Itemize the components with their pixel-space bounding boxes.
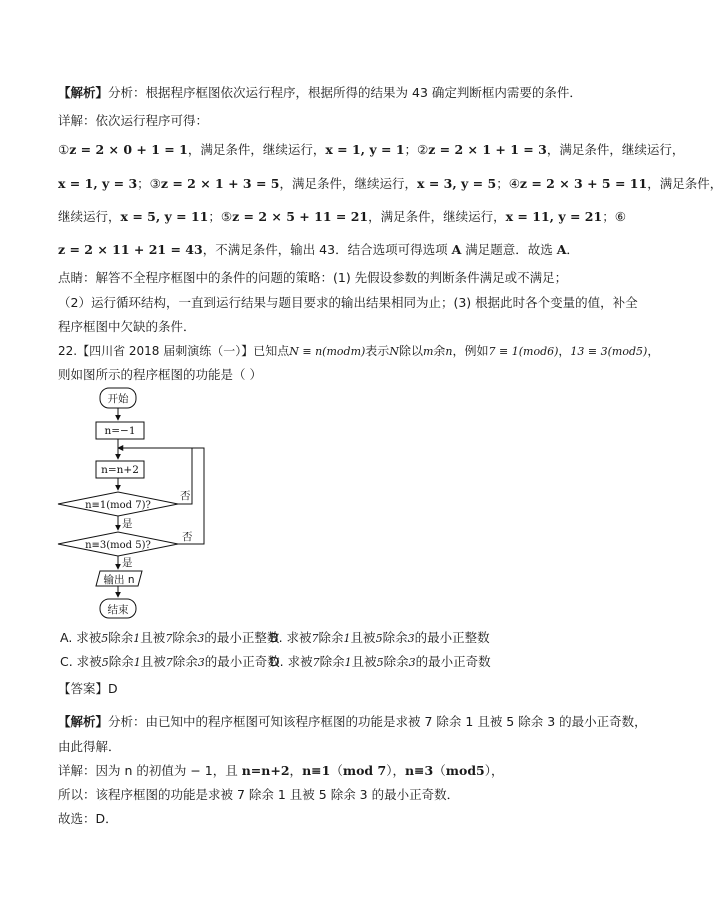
tip-line-1: 点睛：解答不全程序框图中的条件的问题的策略：(1) 先假设参数的判断条件满足或不满足； — [58, 270, 568, 285]
text-run: 且被 — [350, 630, 376, 645]
text-run: D. 求被 — [270, 654, 313, 669]
text-run: ，例如 — [452, 344, 489, 358]
text-run: ． — [566, 242, 579, 257]
text-run: 1 — [343, 632, 351, 645]
question-22-line-1 — [58, 342, 659, 361]
text-run: ；④ — [496, 176, 520, 191]
text-run: 且被 — [140, 654, 166, 669]
text-run: ， — [289, 763, 303, 778]
detail-heading: 详解：依次运行程序可得： — [58, 113, 209, 128]
flow-no2-label: 否 — [182, 531, 193, 543]
text-run: 7 — [165, 632, 173, 645]
analysis-bracket: 【解析】 — [58, 85, 109, 100]
flow-start-label: 开始 — [107, 393, 129, 405]
math-expr: N ≡ n(modm) — [289, 345, 366, 358]
text-run: 详解：因为 n 的初值为 − 1，且 — [58, 763, 242, 778]
math-expr: z = 2 × 0 + 1 = 1 — [69, 142, 188, 157]
flow-yes2-label: 是 — [122, 557, 133, 569]
text-run: ，满足条件，继续运行， — [279, 176, 418, 191]
text-run: 3 — [197, 656, 205, 669]
text-run: 5 — [101, 632, 109, 645]
text-run: 除余 — [383, 654, 409, 669]
math-expr: x = 3, y = 5 — [417, 176, 497, 191]
question-22-line-2: 则如图所示的程序框图的功能是（ ） — [58, 367, 262, 382]
flow-init-label: n=−1 — [104, 425, 136, 437]
answer-line: 【答案】D — [58, 681, 118, 696]
text-run: 除余 — [108, 630, 134, 645]
solution-line-1 — [58, 713, 647, 731]
text-run: 的最小正整数 — [204, 630, 280, 645]
text-run: 5 — [101, 656, 109, 669]
option-b — [270, 629, 490, 648]
text-run: 1 — [133, 656, 141, 669]
steps-line-1 — [58, 141, 684, 159]
math-expr: 13 ≡ 3(mod5) — [570, 345, 648, 358]
text-run: ；⑤ — [208, 209, 233, 224]
flow-cond2-label: n≡3(mod 5)? — [85, 540, 151, 551]
text-run: 除余 — [318, 630, 344, 645]
text-run: ；③ — [137, 176, 161, 191]
math-expr: z = 2 × 3 + 5 = 11 — [519, 176, 648, 191]
option-a — [60, 629, 279, 648]
text-run: 满足题意．故选 — [461, 242, 557, 257]
math-expr: A — [451, 242, 462, 257]
flow-end-label: 结束 — [107, 604, 129, 616]
text-run: n≡1 — [302, 763, 331, 778]
text-run: ）， — [386, 763, 405, 778]
text-run: ，满足条件，继续运行， — [546, 142, 685, 157]
solution-line-3 — [58, 762, 504, 780]
text-run: 继续运行， — [58, 209, 121, 224]
math-expr: 7 ≡ 1(mod6) — [488, 345, 559, 358]
math-expr: z = 2 × 1 + 1 = 3 — [428, 142, 547, 157]
math-expr: x = 1, y = 1 — [325, 142, 405, 157]
solution-line-2: 由此得解． — [58, 739, 121, 754]
text-run: B. 求被 — [270, 630, 312, 645]
text-run: ， — [558, 344, 571, 358]
analysis-text: 分析：根据程序框图依次运行程序，根据所得的结果为 43 确定判断框内需要的条件． — [108, 85, 582, 100]
text-run: （ — [433, 763, 446, 778]
math-expr: x = 5, y = 11 — [120, 209, 209, 224]
text-run: 1 — [133, 632, 141, 645]
tip-line-3: 程序框图中欠缺的条件． — [58, 319, 196, 334]
text-run: ；⑥ — [602, 209, 626, 224]
text-run: 7 — [311, 632, 319, 645]
text-run: A. 求被 — [60, 630, 102, 645]
math-expr: z = 2 × 11 + 21 = 43 — [58, 242, 203, 257]
text-run: 且被 — [351, 654, 377, 669]
text-run: 且被 — [140, 630, 166, 645]
steps-line-4 — [58, 241, 579, 259]
text-run: 3 — [407, 632, 415, 645]
math-expr: m — [422, 345, 434, 358]
flow-no1-label: 否 — [180, 490, 191, 502]
math-expr: x = 1, y = 3 — [58, 176, 138, 191]
math-expr: n — [445, 345, 453, 358]
text-run: n≡3 — [404, 763, 434, 778]
text-run: ）， — [484, 763, 504, 778]
text-run: 的最小正奇数 — [204, 654, 280, 669]
step-marker: ① — [58, 142, 70, 157]
text-run: 7 — [165, 656, 173, 669]
text-run: 余 — [433, 344, 446, 358]
math-expr: N — [389, 345, 399, 358]
flow-step-label: n=n+2 — [101, 464, 139, 476]
analysis-text: 分析：由已知中的程序框图可知该程序框图的功能是求被 7 除余 1 且被 5 除余 3 的最小正奇数， — [108, 714, 647, 729]
flowchart — [56, 386, 216, 622]
math-expr: z = 2 × 1 + 3 = 5 — [160, 176, 280, 191]
flow-cond1-label: n≡1(mod 7)? — [85, 500, 151, 511]
text-run: 3 — [197, 632, 205, 645]
text-run: 除余 — [108, 654, 134, 669]
text-run: 表示 — [365, 344, 390, 358]
text-run: 除余 — [172, 654, 198, 669]
text-run: n=n+2 — [241, 763, 290, 778]
text-run: mod 7 — [342, 763, 387, 778]
text-run: ；② — [404, 142, 429, 157]
text-run: ，满足条件，继续运行， — [187, 142, 326, 157]
flow-yes1-label: 是 — [122, 518, 133, 530]
analysis-line-1 — [58, 84, 582, 102]
analysis-bracket: 【解析】 — [58, 714, 109, 729]
text-run: C. 求被 — [60, 654, 102, 669]
text-run: ， — [647, 344, 660, 358]
tip-line-2: （2）运行循环结构，一直到运行结果与题目要求的输出结果相同为止；(3) 根据此时各个变量的值，补全 — [58, 295, 638, 310]
text-run: 7 — [312, 656, 320, 669]
text-run: 5 — [375, 632, 383, 645]
text-run: 除余 — [382, 630, 408, 645]
option-c — [60, 653, 280, 672]
math-expr: z = 2 × 5 + 11 = 21 — [232, 209, 369, 224]
flow-output-label: 输出 n — [103, 574, 135, 586]
solution-line-5: 故选：D． — [58, 811, 118, 826]
math-expr: x = 11, y = 21 — [505, 209, 603, 224]
text-run: ，不满足条件，输出 43．结合选项可得选项 — [202, 242, 452, 257]
math-expr: A — [556, 242, 567, 257]
text-run: 的最小正整数 — [414, 630, 490, 645]
text-run: 3 — [408, 656, 416, 669]
text-run: 22.【四川省 2018 届刺演练（一）】已知点 — [58, 344, 290, 358]
text-run: 5 — [376, 656, 384, 669]
text-run: 除以 — [398, 344, 423, 358]
text-run: mod5 — [445, 763, 485, 778]
text-run: 1 — [344, 656, 352, 669]
solution-line-4: 所以：该程序框图的功能是求被 7 除余 1 且被 5 除余 3 的最小正奇数． — [58, 787, 460, 802]
option-d — [270, 653, 491, 672]
text-run: （ — [330, 763, 343, 778]
text-run: 除余 — [172, 630, 198, 645]
text-run: 的最小正奇数 — [415, 654, 491, 669]
text-run: ，满足条件，继续运行， — [368, 209, 506, 224]
text-run: ，满足条件， — [647, 176, 722, 191]
text-run: 除余 — [319, 654, 345, 669]
steps-line-3 — [58, 208, 626, 226]
steps-line-2 — [58, 175, 722, 193]
